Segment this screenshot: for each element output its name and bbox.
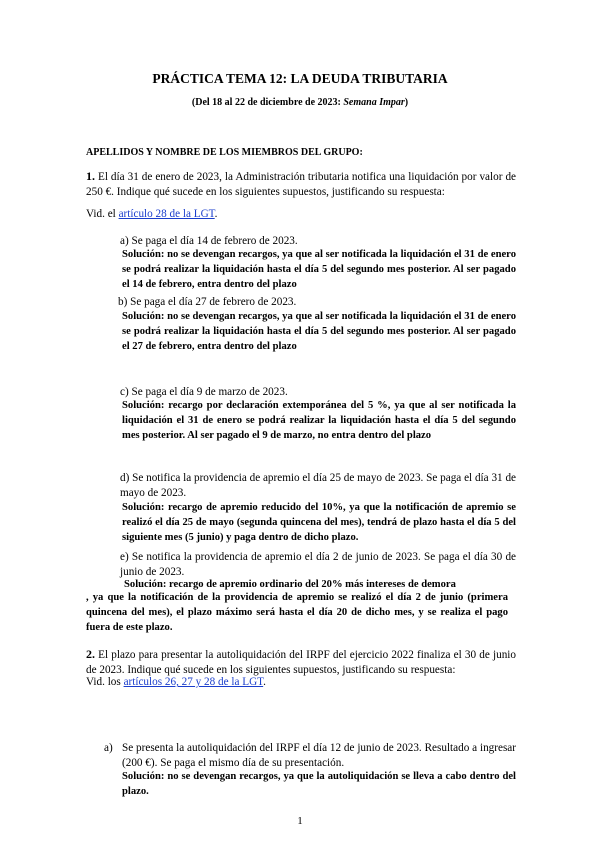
q1-case-a-solution: Solución: no se devengan recargos, ya que al ser notificada la liquidación el 31 de enero se podrá realizar la liquidación hasta el día 5 del segundo mes posterior. Al ser pagado el 14 de febrero, entra dentro del plazo — [122, 249, 516, 290]
q2-reference: Vid. los artículos 26, 27 y 28 de la LGT. — [86, 676, 266, 688]
q1-case-e-solution-line2: , ya que la notificación de la providencia de apremio se realizó el día 2 de junio (primera quincena del mes), el plazo máximo será hasta el día 20 de dicho mes, y se realiza el pago fuera de este plazo. — [86, 592, 508, 633]
link-article-28-lgt[interactable]: artículo 28 de la LGT — [118, 208, 215, 220]
document-title: PRÁCTICA TEMA 12: LA DEUDA TRIBUTARIA — [152, 71, 448, 86]
q1-case-b-solution: Solución: no se devengan recargos, ya que al ser notificada la liquidación el 31 de enero se podrá realizar la liquidación hasta el día 5 del segundo mes posterior. Al ser pagado el 27 de febrero, entra dentro del plazo — [122, 311, 516, 352]
q1-case-e: e) Se notifica la providencia de apremio el día 2 de junio de 2023. Se paga el día 30 de junio de 2023. — [120, 551, 516, 578]
question-1: 1. El día 31 de enero de 2023, la Administración tributaria notifica una liquidación por valor de 250 €. Indique qué sucede en los siguientes supuestos, justificando su respuesta: — [86, 169, 517, 198]
group-members-label: APELLIDOS Y NOMBRE DE LOS MIEMBROS DEL GRUPO: — [86, 147, 363, 158]
q1-case-d: d) Se notifica la providencia de apremio el día 25 de mayo de 2023. Se paga el día 31 de mayo de 2023. — [120, 472, 516, 499]
q1-case-b: b) Se paga el día 27 de febrero de 2023. — [118, 296, 297, 308]
page-number: 1 — [297, 815, 303, 827]
q2-case-a-marker: a) — [104, 742, 113, 754]
link-articles-26-27-28-lgt[interactable]: artículos 26, 27 y 28 de la LGT — [123, 676, 264, 688]
q2-case-a-solution: Solución: no se devengan recargos, ya que la autoliquidación se lleva a cabo dentro del plazo. — [122, 771, 516, 797]
q2-case-a: Se presenta la autoliquidación del IRPF el día 12 de junio de 2023. Resultado a ingresar (200 €). Se paga el mismo día de su presentación. — [122, 742, 516, 769]
question-2: 2. El plazo para presentar la autoliquidación del IRPF del ejercicio 2022 finaliza el 30 de junio de 2023. Indique qué sucede en los siguientes supuestos, justificando su respuesta: — [86, 647, 516, 676]
q1-case-a: a) Se paga el día 14 de febrero de 2023. — [120, 235, 298, 247]
document-subtitle: (Del 18 al 22 de diciembre de 2023: Semana Impar) — [191, 97, 409, 108]
q1-case-c-solution: Solución: recargo por declaración extemporánea del 5 %, ya que al ser notificada la liquidación el 31 de enero se podrá realizar la liquidación hasta el día 5 del segundo mes posterior. Al ser pagado el 9 de marzo, no entra dentro del plazo — [122, 400, 516, 441]
q1-case-e-solution-line1: Solución: recargo de apremio ordinario del 20% más intereses de demora — [124, 579, 456, 590]
q1-case-c: c) Se paga el día 9 de marzo de 2023. — [120, 386, 288, 398]
q1-reference: Vid. el artículo 28 de la LGT. — [86, 208, 218, 220]
q1-case-d-solution: Solución: recargo de apremio reducido del 10%, ya que la notificación de apremio se realizó el día 25 de mayo (segunda quincena del mes), tendrá de plazo hasta el día 5 del siguiente mes (5 junio) y paga dentro de dicho plazo. — [122, 502, 516, 543]
